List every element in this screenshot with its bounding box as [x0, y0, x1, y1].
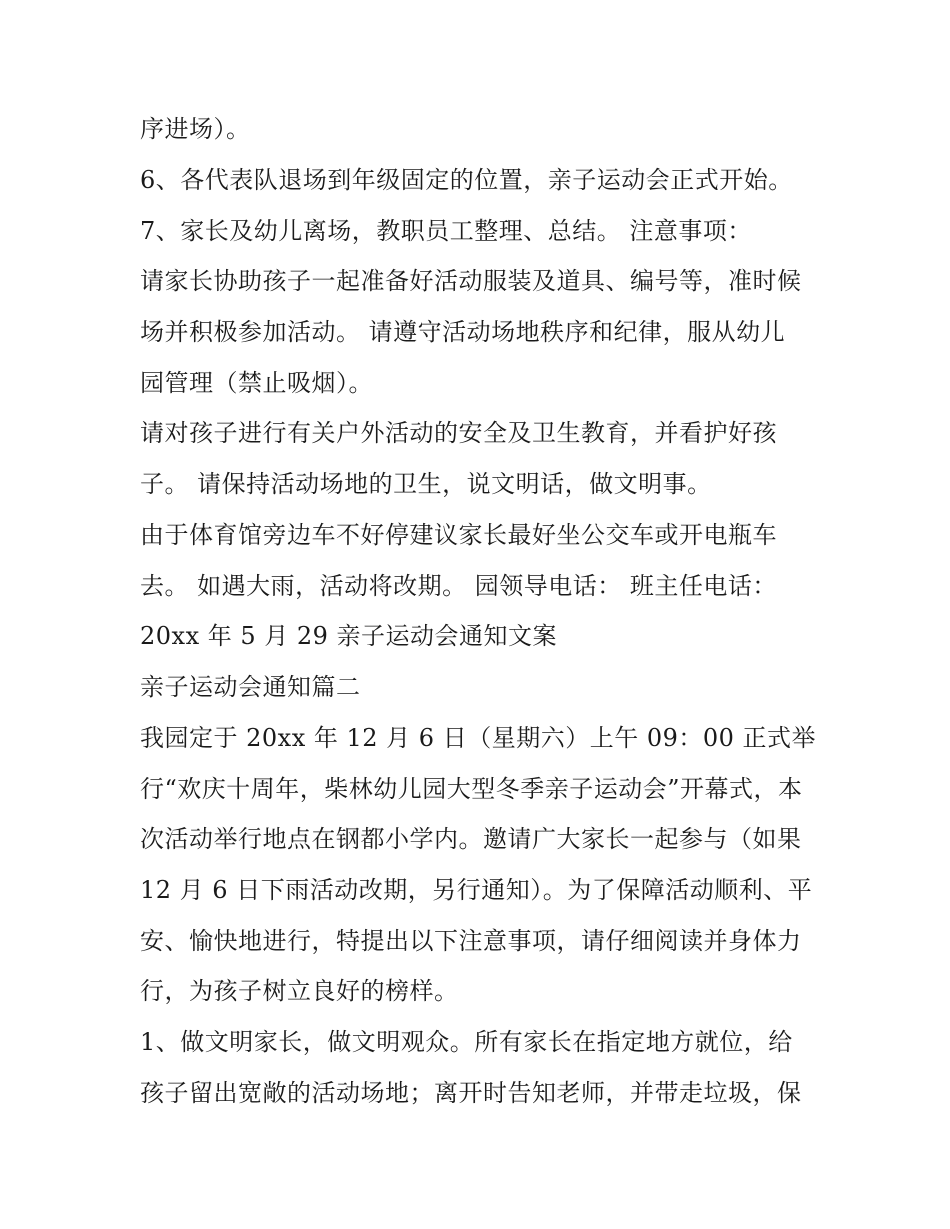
text-line: 园管理（禁止吸烟）。	[140, 369, 373, 397]
text-line: 6、各代表队退场到年级固定的位置，亲子运动会正式开始。	[140, 166, 793, 194]
text-line: 行，为孩子树立良好的榜样。	[140, 977, 459, 1005]
text-line: 场并积极参加活动。 请遵守活动场地秩序和纪律，服从幼儿	[140, 318, 786, 346]
text-line: 行“欢庆十周年，柴林幼儿园大型冬季亲子运动会”开幕式，本	[140, 775, 803, 803]
text-line: 安、愉快地进行，特提出以下注意事项，请仔细阅读并身体力	[140, 927, 802, 955]
text-line: 1、做文明家长，做文明观众。所有家长在指定地方就位，给	[140, 1028, 793, 1056]
text-line: 7、家长及幼儿离场，教职员工整理、总结。 注意事项：	[140, 217, 752, 245]
section-heading: 亲子运动会通知篇二	[140, 673, 361, 701]
text-line: 去。 如遇大雨，活动将改期。 园领导电话： 班主任电话：	[140, 572, 777, 600]
text-line: 次活动举行地点在钢都小学内。邀请广大家长一起参与（如果	[140, 825, 802, 853]
text-line: 请家长协助孩子一起准备好活动服装及道具、编号等，准时候	[140, 267, 802, 295]
text-line: 由于体育馆旁边车不好停建议家长最好坐公交车或开电瓶车	[140, 521, 777, 549]
text-line: 12 月 6 日下雨活动改期，另行通知）。为了保障活动顺利、平	[140, 876, 813, 904]
text-line: 我园定于 20xx 年 12 月 6 日（星期六）上午 09：00 正式举	[140, 724, 817, 752]
text-line: 请对孩子进行有关户外活动的安全及卫生教育，并看护好孩	[140, 419, 777, 447]
text-line: 20xx 年 5 月 29 亲子运动会通知文案	[140, 622, 558, 650]
text-line: 序进场）。	[140, 115, 251, 143]
text-line: 子。 请保持活动场地的卫生，说文明话，做文明事。	[140, 470, 712, 498]
text-line: 孩子留出宽敞的活动场地；离开时告知老师，并带走垃圾，保	[140, 1079, 802, 1107]
